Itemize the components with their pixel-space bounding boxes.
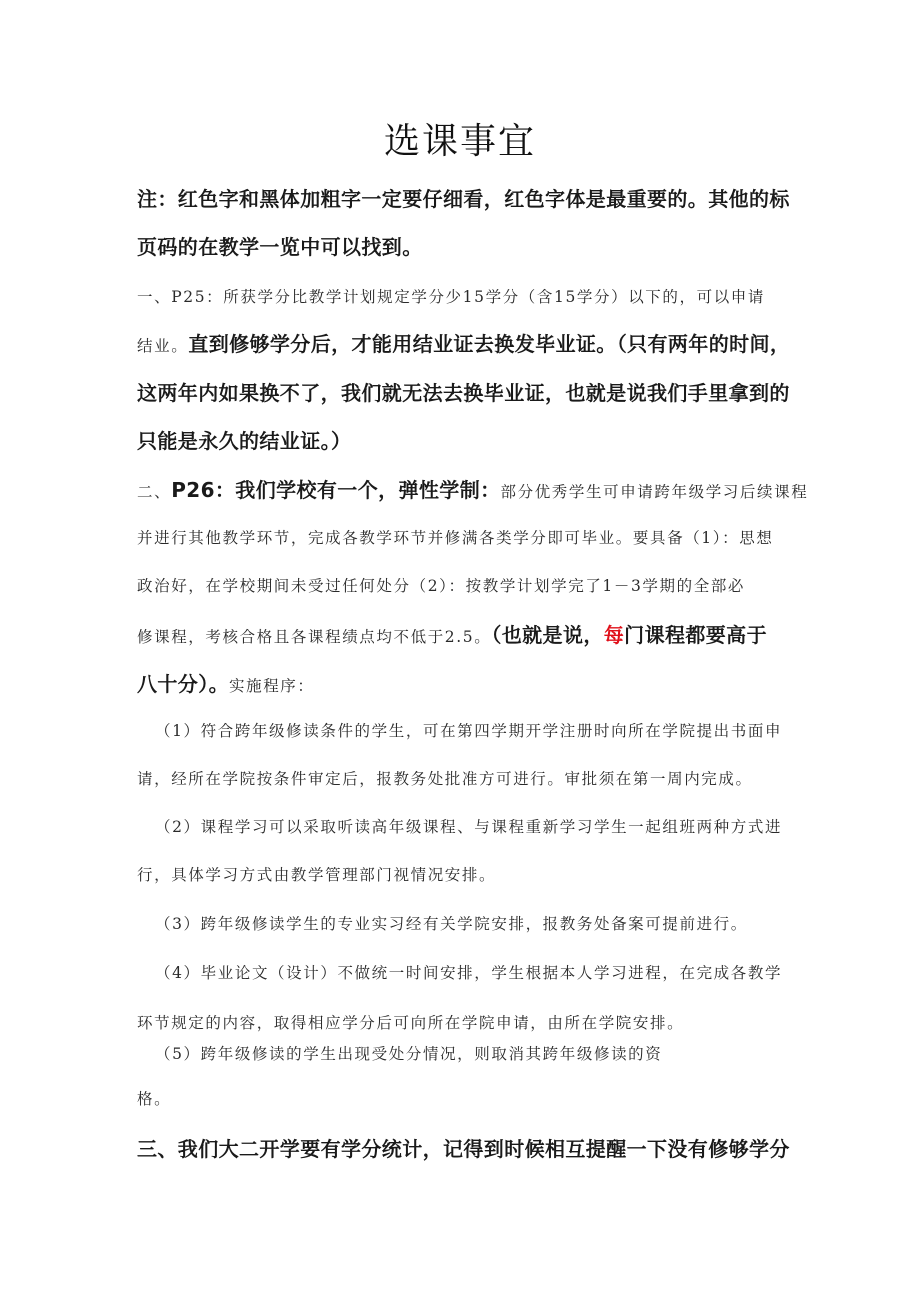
item-3-line-1: （3）跨年级修读学生的专业实习经有关学院安排，报教务处备案可提前进行。 (155, 915, 748, 933)
item-1-line-1: （1）符合跨年级修读条件的学生，可在第四学期开学注册时向所在学院提出书面申 (155, 722, 783, 740)
section-2-line-5-plain: 实施程序： (229, 677, 315, 695)
item-5-line-1: （5）跨年级修读的学生出现受处分情况，则取消其跨年级修读的资 (155, 1045, 663, 1063)
section-1-line-4: 只能是永久的结业证。） (137, 429, 352, 453)
item-2-line-1: （2）课程学习可以采取听读高年级课程、与课程重新学习学生一起组班两种方式进 (155, 818, 783, 836)
note-line-2: 页码的在教学一览中可以找到。 (137, 235, 423, 259)
section-2-line-5 (137, 668, 315, 697)
section-2-line-4-bold-a: （也就是说， (491, 623, 604, 647)
section-2-heading: P26：我们学校有一个，弹性学制： (171, 478, 501, 502)
section-2-line-4 (137, 619, 767, 648)
item-4-line-2: 环节规定的内容，取得相应学分后可向所在学院申请，由所在学院安排。 (137, 1014, 685, 1032)
item-4-line-1: （4）毕业论文（设计）不做统一时间安排，学生根据本人学习进程，在完成各教学 (155, 964, 783, 982)
note-line-1: 注：红色字和黑体加粗字一定要仔细看，红色字体是最重要的。其他的标 (137, 187, 790, 211)
section-1-bold-text: 直到修够学分后，才能用结业证去换发毕业证。（只有两年的时间， (188, 332, 791, 356)
item-5-line-2: 格。 (137, 1090, 172, 1108)
section-3-line-1: 三、我们大二开学要有学分统计，记得到时候相互提醒一下没有修够学分 (137, 1137, 790, 1161)
section-2-line-3: 政治好，在学校期间未受过任何处分（2）：按教学计划学完了1－3学期的全部必 (137, 577, 746, 595)
item-1-line-2: 请，经所在学院按条件审定后，报教务处批准方可进行。审批须在第一周内完成。 (137, 770, 753, 788)
section-2-line-1-tail: 部分优秀学生可申请跨年级学习后续课程 (500, 483, 809, 501)
section-1-line-2 (137, 328, 790, 357)
item-2-line-2: 行，具体学习方式由教学管理部门视情况安排。 (137, 866, 497, 884)
section-1-line-1: 一、P25：所获学分比教学计划规定学分少15学分（含15学分）以下的，可以申请 (137, 288, 766, 306)
section-2-line-5-bold: 八十分）。 (137, 672, 229, 696)
section-2-line-4-bold-b: 门课程都要高于 (624, 623, 767, 647)
section-2-line-2: 并进行其他教学环节，完成各教学环节并修满各类学分即可毕业。要具备（1）：思想 (137, 529, 774, 547)
section-2-line-4-plain: 修课程，考核合格且各课程绩点均不低于2.5。 (137, 628, 492, 646)
page-title: 选课事宜 (383, 121, 536, 162)
emphasis-red-text: 每 (603, 623, 625, 647)
section-1-plain-text: 结业。 (137, 337, 189, 355)
section-2-line-1 (137, 474, 808, 503)
section-1-line-3: 这两年内如果换不了，我们就无法去换毕业证，也就是说我们手里拿到的 (137, 381, 790, 405)
section-2-prefix: 二、 (137, 483, 172, 501)
